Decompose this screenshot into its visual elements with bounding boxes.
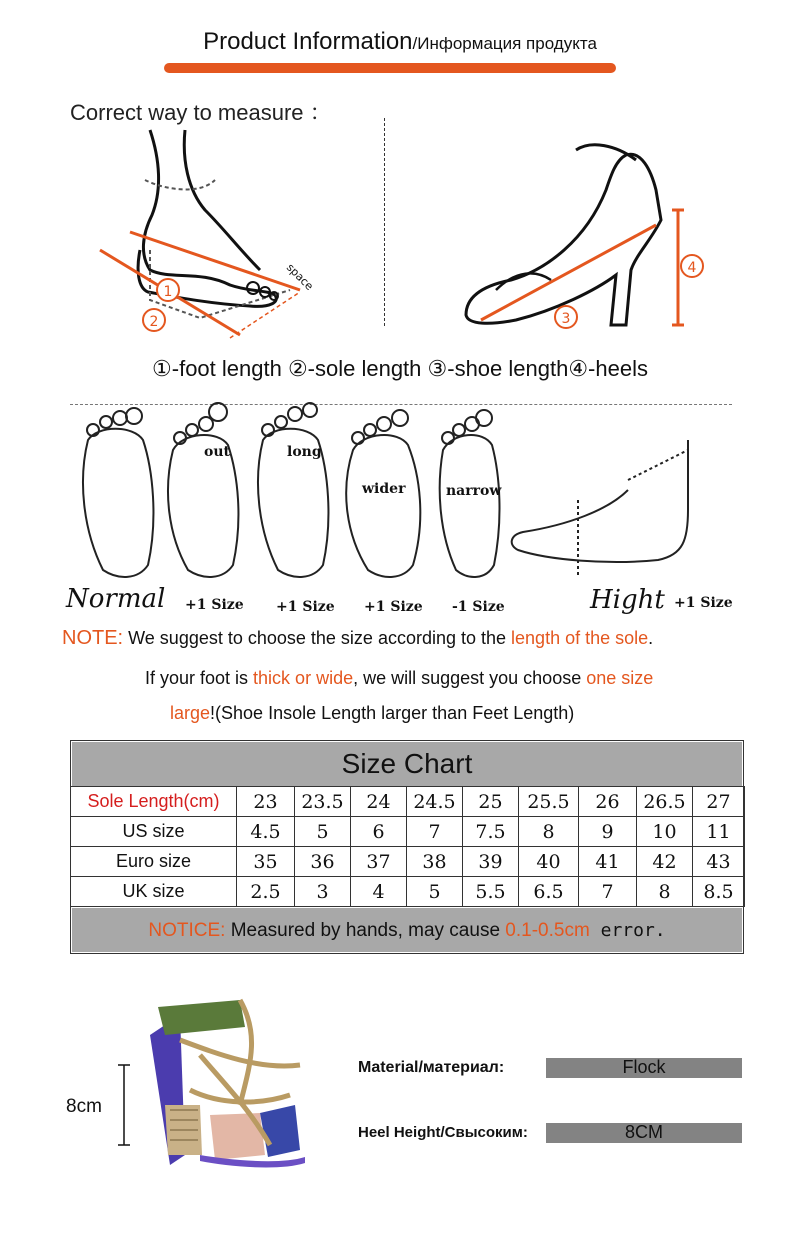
foot-label-wider: wider — [362, 481, 406, 497]
table-cell: 23 — [237, 787, 295, 817]
note-label: NOTE: — [62, 627, 124, 649]
table-cell: 43 — [693, 847, 745, 877]
table-cell: 6.5 — [519, 877, 579, 907]
table-cell: 6 — [351, 817, 407, 847]
size-chart-title: Size Chart — [72, 742, 742, 786]
header-underline-bar — [164, 63, 616, 73]
normal-label: Normal — [66, 584, 166, 614]
table-cell: 10 — [637, 817, 693, 847]
notice-label: NOTICE: — [148, 920, 226, 941]
note-line-2-c: , we will suggest you choose — [353, 668, 587, 688]
note-line-1 — [62, 627, 653, 650]
space-label: space — [283, 260, 316, 293]
row-label: Sole Length(cm) — [71, 787, 237, 817]
heel-height-label: Heel Height/Свысоким: — [358, 1124, 528, 1141]
notice-text: Measured by hands, may cause — [225, 920, 506, 941]
note-line-1-highlight: length of the sole — [511, 628, 649, 648]
table-row — [71, 847, 745, 877]
note-line-2-highlight-a: thick or wide — [253, 668, 354, 688]
size-adjust-wider: +1 Size — [364, 599, 423, 615]
table-row — [71, 787, 745, 817]
notice-end: error. — [589, 920, 666, 941]
notice-range: 0.1-0.5cm — [505, 920, 590, 941]
size-adjust-long: +1 Size — [276, 599, 335, 615]
table-cell: 23.5 — [295, 787, 351, 817]
table-cell: 5 — [295, 817, 351, 847]
table-cell: 3 — [295, 877, 351, 907]
table-cell: 5.5 — [463, 877, 519, 907]
heel-height-value: 8CM — [546, 1123, 742, 1143]
note-line-2-a: If your foot is — [145, 668, 254, 688]
foot-label-out: out — [204, 444, 230, 460]
table-cell: 4.5 — [237, 817, 295, 847]
note-line-3 — [170, 703, 574, 724]
table-cell: 25.5 — [519, 787, 579, 817]
table-cell: 5 — [407, 877, 463, 907]
foot-label-long: long — [287, 444, 322, 460]
material-value: Flock — [546, 1058, 742, 1078]
table-cell: 27 — [693, 787, 745, 817]
size-chart-notice — [72, 908, 742, 952]
foot-measure-illustration — [90, 120, 330, 350]
table-cell: 26.5 — [637, 787, 693, 817]
note-line-1-text: We suggest to choose the size according to the — [123, 628, 512, 648]
table-row — [71, 817, 745, 847]
material-label: Material/материал: — [358, 1059, 505, 1076]
measure-heading: Correct way to measure ： — [70, 100, 332, 125]
note-line-3-text: !(Shoe Insole Length larger than Feet Length) — [210, 703, 575, 723]
shoe-measure-illustration — [456, 130, 716, 340]
table-cell: 7 — [407, 817, 463, 847]
size-adjust-narrow: -1 Size — [452, 599, 505, 615]
row-label: UK size — [71, 877, 237, 907]
note-line-3-highlight: large — [170, 703, 211, 723]
row-label: US size — [71, 817, 237, 847]
note-line-2 — [145, 668, 653, 689]
table-cell: 7 — [579, 877, 637, 907]
note-line-2-highlight-b: one size — [586, 668, 654, 688]
row-label: Euro size — [71, 847, 237, 877]
table-cell: 35 — [237, 847, 295, 877]
table-cell: 25 — [463, 787, 519, 817]
title-ru: /Информация продукта — [412, 34, 597, 53]
size-adjust-out: +1 Size — [185, 597, 244, 613]
measure-legend: ①-foot length ②-sole length ③-shoe length④-heels — [152, 356, 648, 381]
table-cell: 4 — [351, 877, 407, 907]
marker-3: 3 — [561, 311, 571, 327]
table-cell: 41 — [579, 847, 637, 877]
table-cell: 9 — [579, 817, 637, 847]
table-cell: 11 — [693, 817, 745, 847]
size-chart-table — [70, 786, 745, 907]
table-cell: 40 — [519, 847, 579, 877]
hight-label: Hight — [590, 585, 665, 615]
page-title — [0, 28, 800, 56]
marker-2: 2 — [149, 314, 159, 330]
section-divider-vertical — [384, 118, 385, 326]
table-cell: 8.5 — [693, 877, 745, 907]
table-cell: 8 — [519, 817, 579, 847]
table-cell: 7.5 — [463, 817, 519, 847]
table-cell: 39 — [463, 847, 519, 877]
size-adjust-hight: +1 Size — [674, 595, 733, 611]
marker-4: 4 — [687, 260, 697, 276]
heel-height-mark: 8cm — [66, 1096, 102, 1117]
marker-1: 1 — [163, 284, 173, 300]
note-line-1-end: . — [648, 628, 654, 648]
table-cell: 37 — [351, 847, 407, 877]
shoe-product-image — [110, 995, 360, 1195]
table-cell: 38 — [407, 847, 463, 877]
table-cell: 8 — [637, 877, 693, 907]
table-cell: 2.5 — [237, 877, 295, 907]
table-cell: 24 — [351, 787, 407, 817]
title-en: Product Information — [203, 28, 413, 55]
table-row — [71, 877, 745, 907]
foot-label-narrow: narrow — [446, 483, 502, 499]
table-cell: 26 — [579, 787, 637, 817]
table-cell: 42 — [637, 847, 693, 877]
table-cell: 24.5 — [407, 787, 463, 817]
table-cell: 36 — [295, 847, 351, 877]
